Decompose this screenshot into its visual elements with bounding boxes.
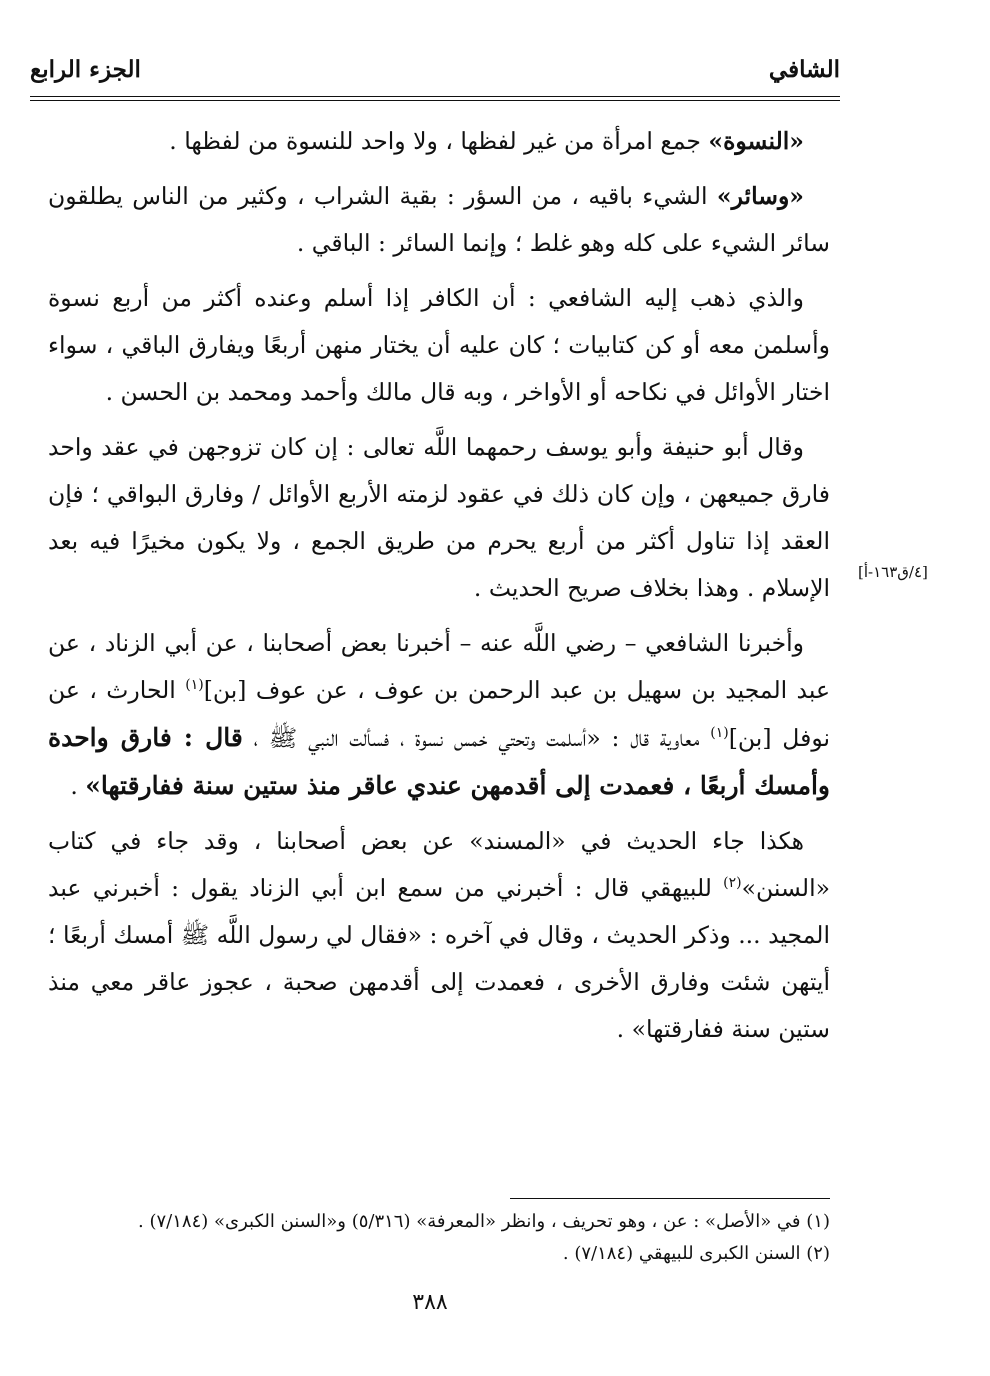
paragraph-hanafi-view: وقال أبو حنيفة وأبو يوسف رحمهما اللَّه تعالى : إن كان تزوجهن في عقد واحد فارق جميعهن ، وإن كان ذلك في عقود لزمته الأربع الأوائل / وفارق البواقي ؛ فإن العقد إذا تناول أكثر من أربع يحرم من طريق الجمع ، ولا يكون مخيرًا فيه بعد الإسلام . وهذا بخلاف صريح الحديث . xyxy=(48,433,830,602)
paragraph-text: للبيهقي قال : أخبرني من سمع ابن أبي الزناد يقول : أخبرني عبد المجيد ... وذكر الحديث ، وقال في آخره : «فقال لي رسول اللَّه ﷺ أمسك أربعًا ؛ أيتهن شئت وفارق الأخرى ، فعمدت إلى أقدمهن صحبة ، عجوز عاقر معي منذ ستين سنة ففارقتها» . xyxy=(48,874,830,1043)
paragraph-text: الحارث ، عن نوفل [بن] xyxy=(48,676,831,752)
manuscript-folio-note: [٤/ق١٦٣-أ] xyxy=(858,563,928,581)
volume-label: الجزء الرابع xyxy=(30,56,141,83)
footnote-2: (٢) السنن الكبرى للبيهقي (٧/١٨٤) . xyxy=(562,1243,830,1264)
footnote-1: (١) في «الأصل» : عن ، وهو تحريف ، وانظر «المعرفة» (٥/٣١٦) و«السنن الكبرى» (٧/١٨٤) . xyxy=(138,1211,830,1232)
paragraph-text: جمع امرأة من غير لفظها ، ولا واحد للنسوة من لفظها . xyxy=(169,127,709,155)
book-title: الشافي xyxy=(768,56,840,83)
paragraph-end: . xyxy=(70,772,86,800)
footnote-ref[interactable]: (٢) xyxy=(723,875,742,892)
page-number: ٣٨٨ xyxy=(412,1290,448,1315)
paragraph-hadith-narration xyxy=(48,620,830,810)
defined-term: «النسوة» xyxy=(708,127,804,155)
paragraph-text: معاوية قال : «أسلمت وتحتي خمس نسوة ، فسألت النبي ﷺ ، xyxy=(242,724,711,752)
footnote-ref[interactable]: (١) xyxy=(710,725,729,742)
paragraph-text: الشيء باقيه ، من السؤر : بقية الشراب ، وكثير من الناس يطلقون سائر الشيء على كله وهو غلط ؛ وإنما السائر : الباقي . xyxy=(48,182,830,257)
footnote-rule xyxy=(510,1198,830,1199)
hadith-bold-text: قال : فارق واحدة وأمسك أربعًا ، فعمدت إلى أقدمهن عندي عاقر منذ ستين سنة ففارقتها» xyxy=(48,723,830,800)
main-text xyxy=(48,118,830,1061)
paragraph-sunan-narration xyxy=(48,818,830,1053)
defined-term: «وسائر» xyxy=(716,182,804,210)
paragraph-niswa xyxy=(48,118,830,165)
paragraph-shafii-view: والذي ذهب إليه الشافعي : أن الكافر إذا أسلم وعنده أكثر من أربع نسوة وأسلمن معه أو كن كتابيات ؛ كان عليه أن يختار منهن أربعًا ويفارق الباقي ، سواء اختار الأوائل في نكاحه أو الأواخر ، وبه قال مالك وأحمد ومحمد بن الحسن . xyxy=(48,284,830,406)
paragraph-text: هكذا جاء الحديث في «المسند» عن بعض أصحابنا ، وقد جاء في كتاب «السنن» xyxy=(48,827,830,902)
header-rule xyxy=(30,96,840,97)
footnotes xyxy=(48,1206,830,1270)
running-header xyxy=(30,50,840,94)
paragraph-wasair xyxy=(48,173,830,267)
footnote-ref[interactable]: (١) xyxy=(185,677,204,694)
paragraph-text: وأخبرنا الشافعي – رضي اللَّه عنه – أخبرنا بعض أصحابنا ، عن أبي الزناد ، عن عبد المجيد بن سهيل بن عبد الرحمن بن عوف ، عن عوف [بن] xyxy=(48,629,830,704)
header-rule-thin xyxy=(30,100,840,101)
